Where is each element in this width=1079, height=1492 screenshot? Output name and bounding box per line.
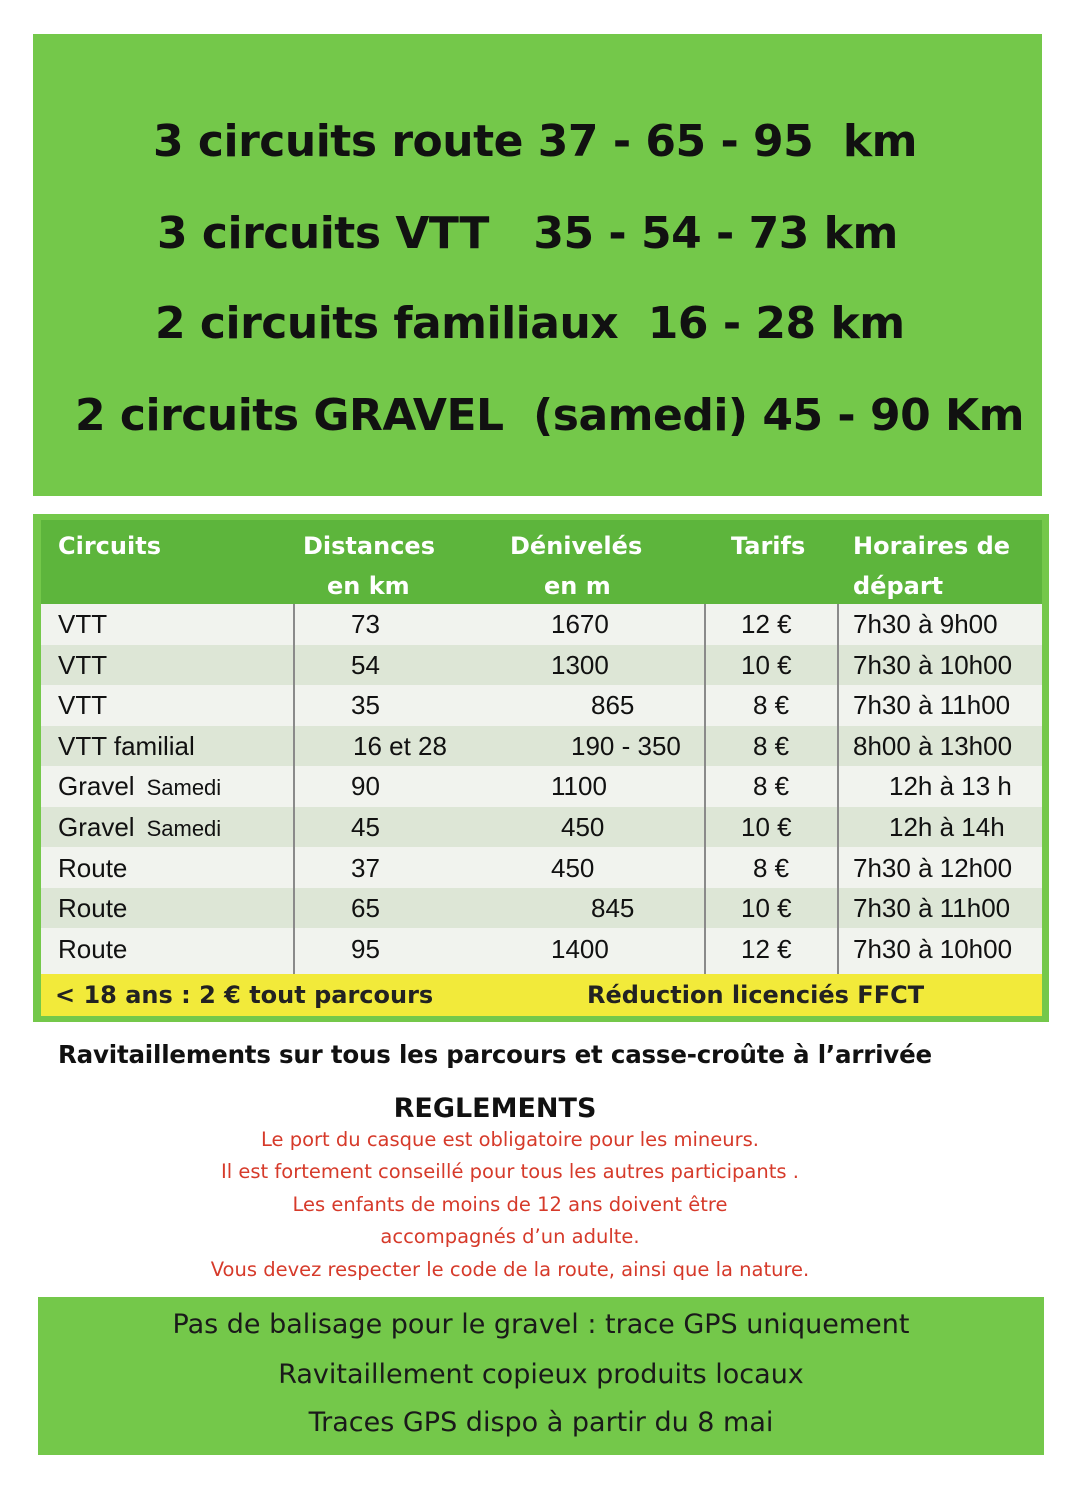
cell-distance: 54	[351, 649, 380, 680]
header-distances: Distances	[303, 532, 435, 560]
cell-horaire: 7h30 à 10h00	[853, 933, 1013, 964]
circuit-name: Gravel	[58, 812, 135, 842]
header-horaires: Horaires de	[853, 532, 1011, 560]
summary-familiaux: 2 circuits familiaux 16 - 28 km	[155, 298, 905, 349]
cell-denivele: 1300	[551, 649, 609, 680]
cell-circuit	[58, 726, 195, 766]
cell-denivele: 190 - 350	[571, 730, 681, 761]
cell-circuit	[58, 929, 127, 969]
cell-denivele: 1400	[551, 933, 609, 964]
cell-tarif: 8 €	[753, 771, 790, 802]
cell-horaire: 7h30 à 11h00	[853, 893, 1011, 924]
circuit-name: Route	[58, 852, 128, 883]
circuit-name: Route	[58, 933, 128, 964]
footer-under-18: < 18 ans : 2 € tout parcours	[55, 981, 434, 1009]
cell-horaire: 12h à 14h	[889, 812, 1005, 842]
info-box	[38, 1297, 1044, 1455]
table-row	[41, 807, 1042, 847]
cell-tarif: 10 €	[741, 893, 792, 924]
table-row	[41, 766, 1042, 806]
table-row	[41, 848, 1042, 888]
info-line-balisage: Pas de balisage pour le gravel : trace GPS uniquement	[172, 1309, 910, 1340]
footer-ffct: Réduction licenciés FFCT	[587, 981, 925, 1009]
summary-route: 3 circuits route 37 - 65 - 95 km	[153, 116, 918, 167]
header-horaires-depart: départ	[853, 572, 944, 600]
cell-distance: 65	[351, 893, 380, 924]
circuit-name: Route	[58, 893, 128, 924]
info-line-traces: Traces GPS dispo à partir du 8 mai	[308, 1407, 774, 1438]
cell-tarif: 10 €	[741, 812, 792, 842]
cell-horaire: 7h30 à 11h00	[853, 690, 1011, 721]
cell-distance: 37	[351, 852, 380, 883]
column-divider	[293, 604, 295, 974]
table-row	[41, 929, 1042, 969]
cell-circuit	[58, 645, 107, 685]
cell-denivele: 450	[551, 852, 595, 883]
reglement-line: Il est fortement conseillé pour tous les autres participants .	[221, 1160, 799, 1183]
cell-horaire: 8h00 à 13h00	[853, 730, 1013, 761]
reglement-line: Le port du casque est obligatoire pour les mineurs.	[261, 1128, 759, 1151]
header-deniveles-unit: en m	[544, 572, 611, 600]
column-divider	[837, 604, 839, 974]
cell-horaire: 7h30 à 10h00	[853, 649, 1013, 680]
cell-denivele: 845	[591, 893, 635, 924]
cell-tarif: 8 €	[753, 690, 790, 721]
ravitaillements-note: Ravitaillements sur tous les parcours et casse-croûte à l’arrivée	[58, 1040, 932, 1069]
cell-circuit	[58, 848, 127, 888]
header-circuits: Circuits	[58, 532, 161, 560]
header-tarifs: Tarifs	[731, 532, 806, 560]
cell-denivele: 865	[591, 690, 635, 721]
cell-denivele: 1100	[551, 771, 607, 802]
reglement-line: Les enfants de moins de 12 ans doivent être	[292, 1193, 728, 1216]
circuit-name: VTT	[58, 649, 108, 680]
header-distances-unit: en km	[327, 572, 410, 600]
circuit-name: VTT	[58, 609, 108, 639]
table-header	[41, 520, 1042, 604]
cell-distance: 73	[351, 609, 380, 639]
table-row	[41, 604, 1042, 644]
column-divider	[704, 604, 706, 974]
cell-distance: 90	[351, 771, 380, 802]
table-row	[41, 645, 1042, 685]
summary-vtt: 3 circuits VTT 35 - 54 - 73 km	[157, 208, 898, 259]
cell-horaire: 7h30 à 12h00	[853, 852, 1013, 883]
circuits-summary-box	[33, 34, 1042, 496]
cell-circuit	[58, 604, 107, 644]
cell-tarif: 12 €	[741, 609, 792, 639]
cell-tarif: 8 €	[753, 852, 790, 883]
cell-circuit	[58, 807, 221, 849]
cell-horaire: 12h à 13 h	[889, 771, 1012, 802]
circuit-day: Samedi	[146, 775, 222, 801]
cell-denivele: 450	[561, 812, 605, 842]
header-deniveles: Dénivelés	[510, 532, 643, 560]
circuit-name: VTT	[58, 690, 108, 721]
summary-gravel: 2 circuits GRAVEL (samedi) 45 - 90 Km	[75, 390, 1024, 441]
cell-distance: 95	[351, 933, 380, 964]
circuit-day: Samedi	[146, 816, 222, 841]
cell-circuit	[58, 766, 221, 808]
circuits-table	[33, 514, 1049, 1022]
cell-circuit	[58, 685, 107, 725]
cell-distance: 35	[351, 690, 380, 721]
table-body	[41, 520, 1042, 1016]
reglement-line: accompagnés d’un adulte.	[380, 1225, 640, 1248]
cell-tarif: 12 €	[741, 933, 792, 964]
cell-tarif: 8 €	[753, 730, 790, 761]
cell-circuit	[58, 888, 127, 928]
cell-horaire: 7h30 à 9h00	[853, 609, 998, 639]
reglements-title: REGLEMENTS	[393, 1093, 597, 1124]
cell-tarif: 10 €	[741, 649, 792, 680]
table-footer	[41, 974, 1042, 1016]
circuit-name: Gravel	[58, 771, 135, 802]
table-row	[41, 685, 1042, 725]
cell-denivele: 1670	[551, 609, 609, 639]
reglement-line: Vous devez respecter le code de la route, ainsi que la nature.	[210, 1258, 810, 1281]
table-row	[41, 726, 1042, 766]
info-line-ravitaillement: Ravitaillement copieux produits locaux	[278, 1359, 804, 1390]
cell-distance: 45	[351, 812, 380, 842]
cell-distance: 16 et 28	[353, 730, 447, 761]
circuit-name: VTT familial	[58, 730, 195, 761]
table-row	[41, 888, 1042, 928]
